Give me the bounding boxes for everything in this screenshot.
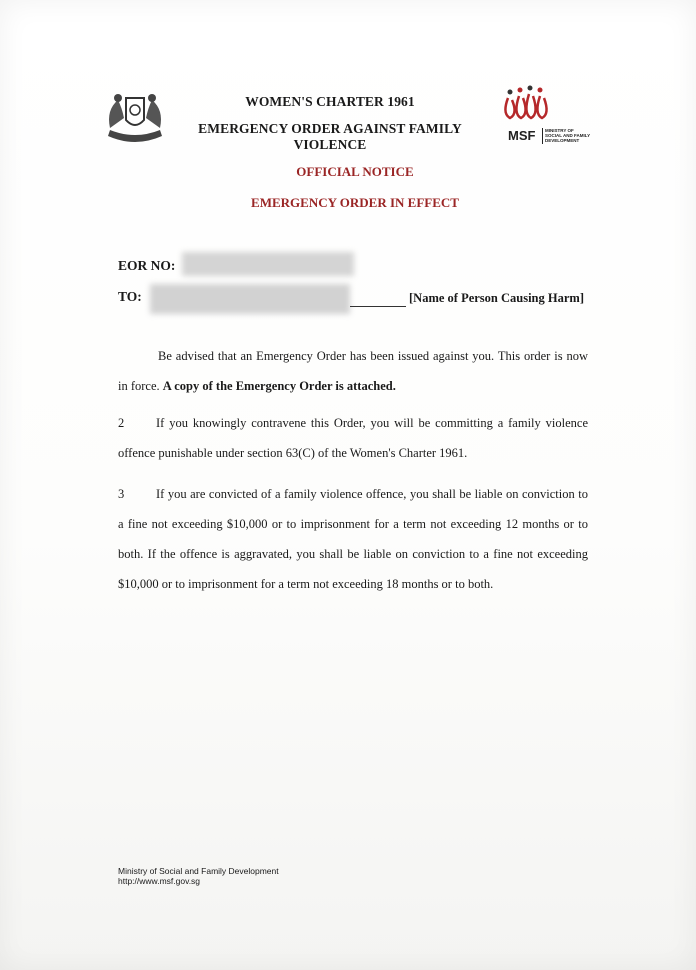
header-title-line2: EMERGENCY ORDER AGAINST FAMILY VIOLENCE bbox=[198, 121, 462, 152]
header-title-line1: WOMEN'S CHARTER 1961 bbox=[245, 94, 415, 109]
footer-url: http://www.msf.gov.sg bbox=[118, 876, 201, 886]
footer bbox=[118, 866, 279, 886]
official-notice-heading: OFFICIAL NOTICE bbox=[296, 164, 414, 179]
paragraph-3 bbox=[118, 479, 588, 599]
redacted-eor-number bbox=[182, 252, 354, 276]
msf-line2: SOCIAL AND FAMILY bbox=[545, 133, 591, 138]
msf-line3: DEVELOPMENT bbox=[545, 138, 580, 143]
paragraph-1 bbox=[118, 341, 588, 401]
order-in-effect-heading: EMERGENCY ORDER IN EFFECT bbox=[251, 195, 459, 210]
paragraph-1-text: Be advised that an Emergency Order has been issued against you. This order is now in force. bbox=[118, 349, 588, 393]
paragraph-3-number: 3 bbox=[118, 487, 125, 501]
msf-abbrev: MSF bbox=[508, 128, 536, 143]
paragraph-1-bold: A copy of the Emergency Order is attached. bbox=[162, 379, 396, 393]
name-underline bbox=[350, 306, 406, 307]
footer-org: Ministry of Social and Family Development bbox=[118, 866, 279, 876]
paragraph-2-number: 2 bbox=[118, 416, 125, 430]
redacted-recipient-name bbox=[150, 284, 350, 314]
paragraph-3-text: If you are convicted of a family violence offence, you shall be liable on conviction to a fine not exceeding $10,000 or to imprisonment for a term not exceeding 12 months or to both. If the offence is aggravated, you shall be liable on conviction to a fine not exceeding $10,000 or to imprisonment for a term not exceeding 18 months or to both. bbox=[118, 487, 588, 591]
to-label: TO: bbox=[118, 289, 142, 304]
msf-line1: MINISTRY OF bbox=[545, 128, 574, 133]
paragraph-2 bbox=[118, 408, 588, 468]
person-causing-harm-label: [Name of Person Causing Harm] bbox=[409, 291, 584, 305]
paragraph-2-text: If you knowingly contravene this Order, you will be committing a family violence offence punishable under section 63(C) of the Women's Charter 1961. bbox=[118, 416, 588, 460]
eor-number-label: EOR NO: bbox=[118, 258, 176, 273]
msf-logo-icon bbox=[500, 84, 604, 146]
